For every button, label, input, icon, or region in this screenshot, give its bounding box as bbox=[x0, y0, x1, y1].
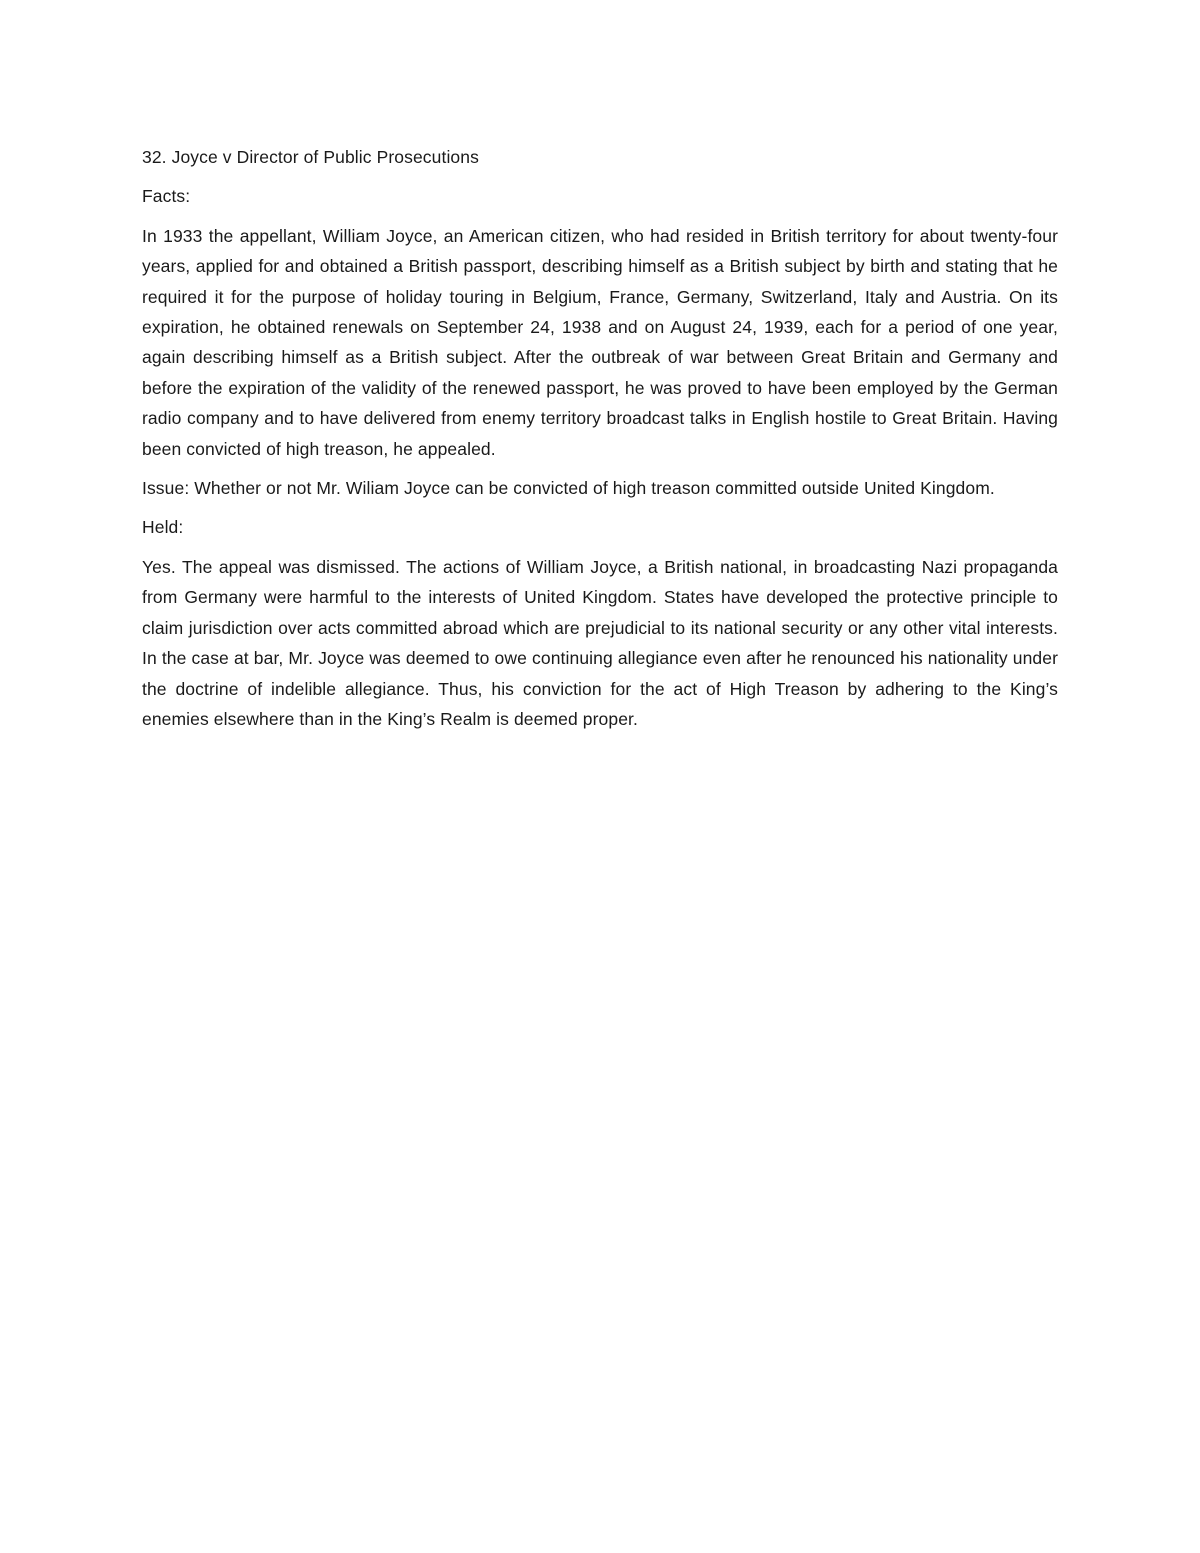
document-body bbox=[142, 142, 1058, 743]
case-title: 32. Joyce v Director of Public Prosecutions bbox=[142, 147, 479, 167]
held-paragraph: Yes. The appeal was dismissed. The actions of William Joyce, a British national, in broadcasting Nazi propaganda from Germany were harmful to the interests of United Kingdom. States have developed the protective principle to claim jurisdiction over acts committed abroad which are prejudicial to its national security or any other vital interests. In the case at bar, Mr. Joyce was deemed to owe continuing allegiance even after he renounced his nationality under the doctrine of indelible allegiance. Thus, his conviction for the act of High Treason by adhering to the King’s enemies elsewhere than in the King’s Realm is deemed proper. bbox=[142, 556, 1058, 729]
issue-paragraph: Issue: Whether or not Mr. Wiliam Joyce can be convicted of high treason committed outside United Kingdom. bbox=[142, 478, 995, 499]
facts-heading: Facts: bbox=[142, 186, 191, 207]
held-heading: Held: bbox=[142, 517, 184, 538]
facts-paragraph: In 1933 the appellant, William Joyce, an American citizen, who had resided in British territory for about twenty-four years, applied for and obtained a British passport, describing himself as a British subject by birth and stating that he required it for the purpose of holiday touring in Belgium, France, Germany, Switzerland, Italy and Austria. On its expiration, he obtained renewals on September 24, 1938 and on August 24, 1939, each for a period of one year, again describing himself as a British subject. After the outbreak of war between Great Britain and Germany and before the expiration of the validity of the renewed passport, he was proved to have been employed by the German radio company and to have delivered from enemy territory broadcast talks in English hostile to Great Britain. Having been convicted of high treason, he appealed. bbox=[142, 225, 1058, 459]
